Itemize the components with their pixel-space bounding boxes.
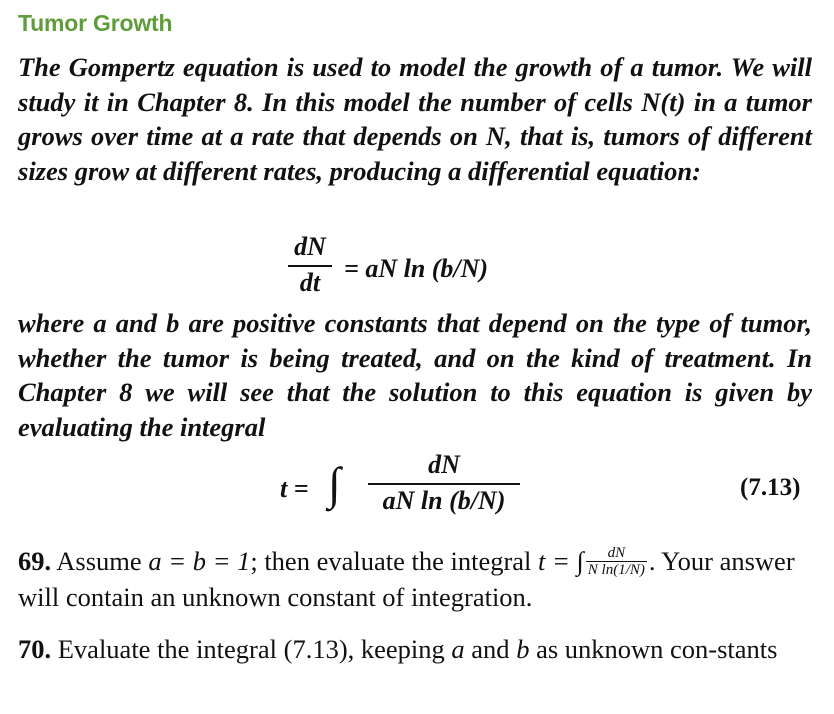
exercise-number: 70. <box>18 634 52 664</box>
equation-rhs: = aN ln (b/N) <box>344 254 489 283</box>
integrand-bar <box>368 483 520 485</box>
exercise-number: 69. <box>18 546 52 576</box>
fraction-numerator: dN <box>294 232 326 261</box>
integrand-numerator: dN <box>428 450 460 479</box>
exercise-frac-numerator: dN <box>607 545 626 562</box>
exercise-text: Assume <box>56 546 142 576</box>
integrand-denominator: aN ln (b/N) <box>382 486 506 515</box>
derivative-fraction <box>288 232 332 298</box>
exercise-variable: a <box>451 634 465 664</box>
intro-paragraph: The Gompertz equation is used to model the growth of a tumor. We will study it in Chapter 8. In this model the number of cells N(t) in a tumor grows over time at a rate that depends on N, that is, tumors of different sizes grow at different rates, producing a differential equation: <box>18 52 812 186</box>
exercise-condition: a = b = 1 <box>148 546 251 576</box>
integrand-fraction <box>368 450 520 516</box>
integral-lhs: t = <box>280 474 309 503</box>
exercise-integral-lhs: t = ∫ <box>538 546 584 576</box>
exercise-text: . Your answer will contain an unknown constant of integration. <box>18 546 795 613</box>
section-title: Tumor Growth <box>18 10 173 36</box>
integral-sign: ∫ <box>328 458 341 509</box>
equation-number: (7.13) <box>740 474 801 501</box>
exercise-variable: b <box>516 634 530 664</box>
exercise-integrand-fraction <box>586 545 647 578</box>
fraction-bar <box>288 265 332 267</box>
fraction-denominator: dt <box>299 268 321 297</box>
exercise-text: ; then evaluate the integral <box>250 546 532 576</box>
exercise-frac-denominator: N ln(1/N) <box>587 562 645 579</box>
exercise-text: as unknown con-stants <box>536 634 778 664</box>
exercise-69 <box>18 544 818 614</box>
exercise-text: and <box>471 634 510 664</box>
exercise-text: Evaluate the integral (7.13), keeping <box>57 634 445 664</box>
exercise-70 <box>18 632 818 666</box>
middle-paragraph: where a and b are positive constants that depend on the type of tumor, whether the tumor is being treated, and on the kind of treatment. In Chapter 8 we will see that the solution to this equation is given by evaluating the integral <box>18 308 812 442</box>
